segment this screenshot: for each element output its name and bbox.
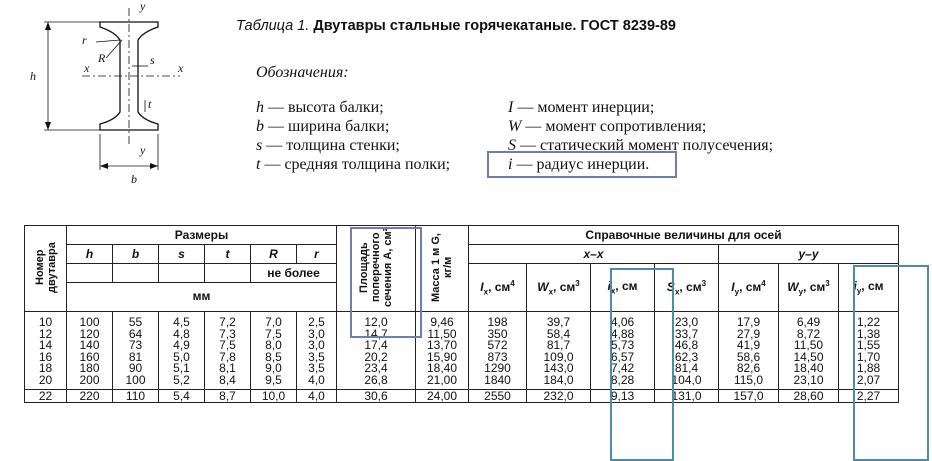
axis-y-bottom-label: y — [140, 143, 146, 157]
dim-h-label: h — [30, 69, 36, 83]
notation-left-list — [256, 98, 450, 174]
dim-R-label: R — [98, 51, 106, 65]
highlight-area-column — [350, 227, 422, 338]
area-header: Площадь поперечного сечения А, см² — [337, 226, 416, 312]
notation-item: h — высота балки; — [256, 99, 384, 116]
Wx-header: $W_x$, $см^3$ — [527, 264, 591, 312]
dim-s-header: s — [159, 245, 205, 264]
i-beam-diagram — [0, 0, 232, 200]
notation-item: i — радиус инерции. — [508, 156, 650, 173]
mm-unit-header: мм — [67, 283, 337, 312]
dim-t-label: t — [148, 97, 152, 111]
title-main: Двутавры стальные горячекатаные. ГОСТ 8239-89 — [313, 18, 677, 34]
axis-x-left-label: x — [84, 61, 90, 75]
dim-R-header: R — [251, 245, 297, 264]
table-body-row: 10 12 14 16 18 20 100 120 140 160 180 200 55 64 73 81 90 100 4,5 4,8 4,9 5,0 5,1 5,2 7,2 7,3 7,5 7,8 8,1 8,4 7,0 7,5 8,0 8,5 9,0 9,5 2,5 3,0 3,0 3,5 3,5 4,0 12,0 14,7 17,4 20,2 23,4 26,8 9,46 11,50 13,70 15,90 18,40 21,00 198 350 572 873 1290 1840 39,7 58,4 81,7 109,0 143,0 184,0 4,06 4,88 5,73 6,57 7,42 8,28 23,0 33,7 46,8 62,3 81,4 104,0 17,9 27,9 41,9 58,6 82,6 115,0 6,49 8,72 11,50 14,50 18,40 23,10 1,22 1,38 1,55 1,70 1,88 2,07 — [25, 312, 899, 390]
notation-item: t — средняя толщина полки; — [256, 156, 451, 173]
axis-xx-header: x–x — [469, 245, 719, 264]
notation-item: I — момент инерции; — [508, 99, 655, 116]
notation-item: W — момент сопротивления; — [508, 118, 707, 135]
Wy-header: $W_y$, $см^3$ — [779, 264, 839, 312]
axis-y-top-label: y — [140, 0, 146, 13]
title-prefix: Таблица 1. — [236, 18, 310, 34]
mass-header: Масса 1 м G, кг/м — [416, 226, 469, 312]
highlight-ix-column — [610, 268, 674, 461]
dim-b-label: b — [131, 172, 137, 186]
notation-heading: Обозначения: — [256, 64, 349, 81]
col-number-header: Номер двутавра — [25, 226, 67, 312]
Iy-header: $I_y$, $см^4$ — [719, 264, 779, 312]
dim-s-label: s — [150, 53, 155, 67]
highlight-iy-column — [853, 265, 929, 461]
dim-b-header: b — [113, 245, 159, 264]
sizes-header: Размеры — [67, 226, 337, 245]
axis-yy-header: y–y — [719, 245, 899, 264]
notation-item: S — статический момент полусечения; — [508, 137, 774, 154]
iy-header: $i_y$, см — [839, 264, 899, 312]
dim-h-header: h — [67, 245, 113, 264]
notation-item: b — ширина балки; — [256, 118, 390, 135]
dim-r-label: r — [82, 33, 87, 47]
ix-header: $i_x$, см — [591, 264, 655, 312]
dim-t-header: t — [205, 245, 251, 264]
reference-header: Справочные величины для осей — [469, 226, 899, 245]
gost-table — [24, 225, 899, 403]
highlight-radius-note — [487, 151, 677, 178]
dim-r-header: r — [297, 245, 337, 264]
table-row-22: 22 220 110 5,4 8,7 10,0 4,0 30,6 24,00 2550 232,0 9,13 131,0 157,0 28,60 2,27 — [25, 389, 899, 402]
Ix-header: $I_x$, $см^4$ — [469, 264, 527, 312]
axis-x-right-label: x — [178, 61, 184, 75]
not-more-header: не более — [251, 264, 337, 283]
notation-item: s — толщина стенки; — [256, 137, 400, 154]
table-title — [236, 18, 676, 34]
Sx-header: $S_x$, $см^3$ — [655, 264, 719, 312]
